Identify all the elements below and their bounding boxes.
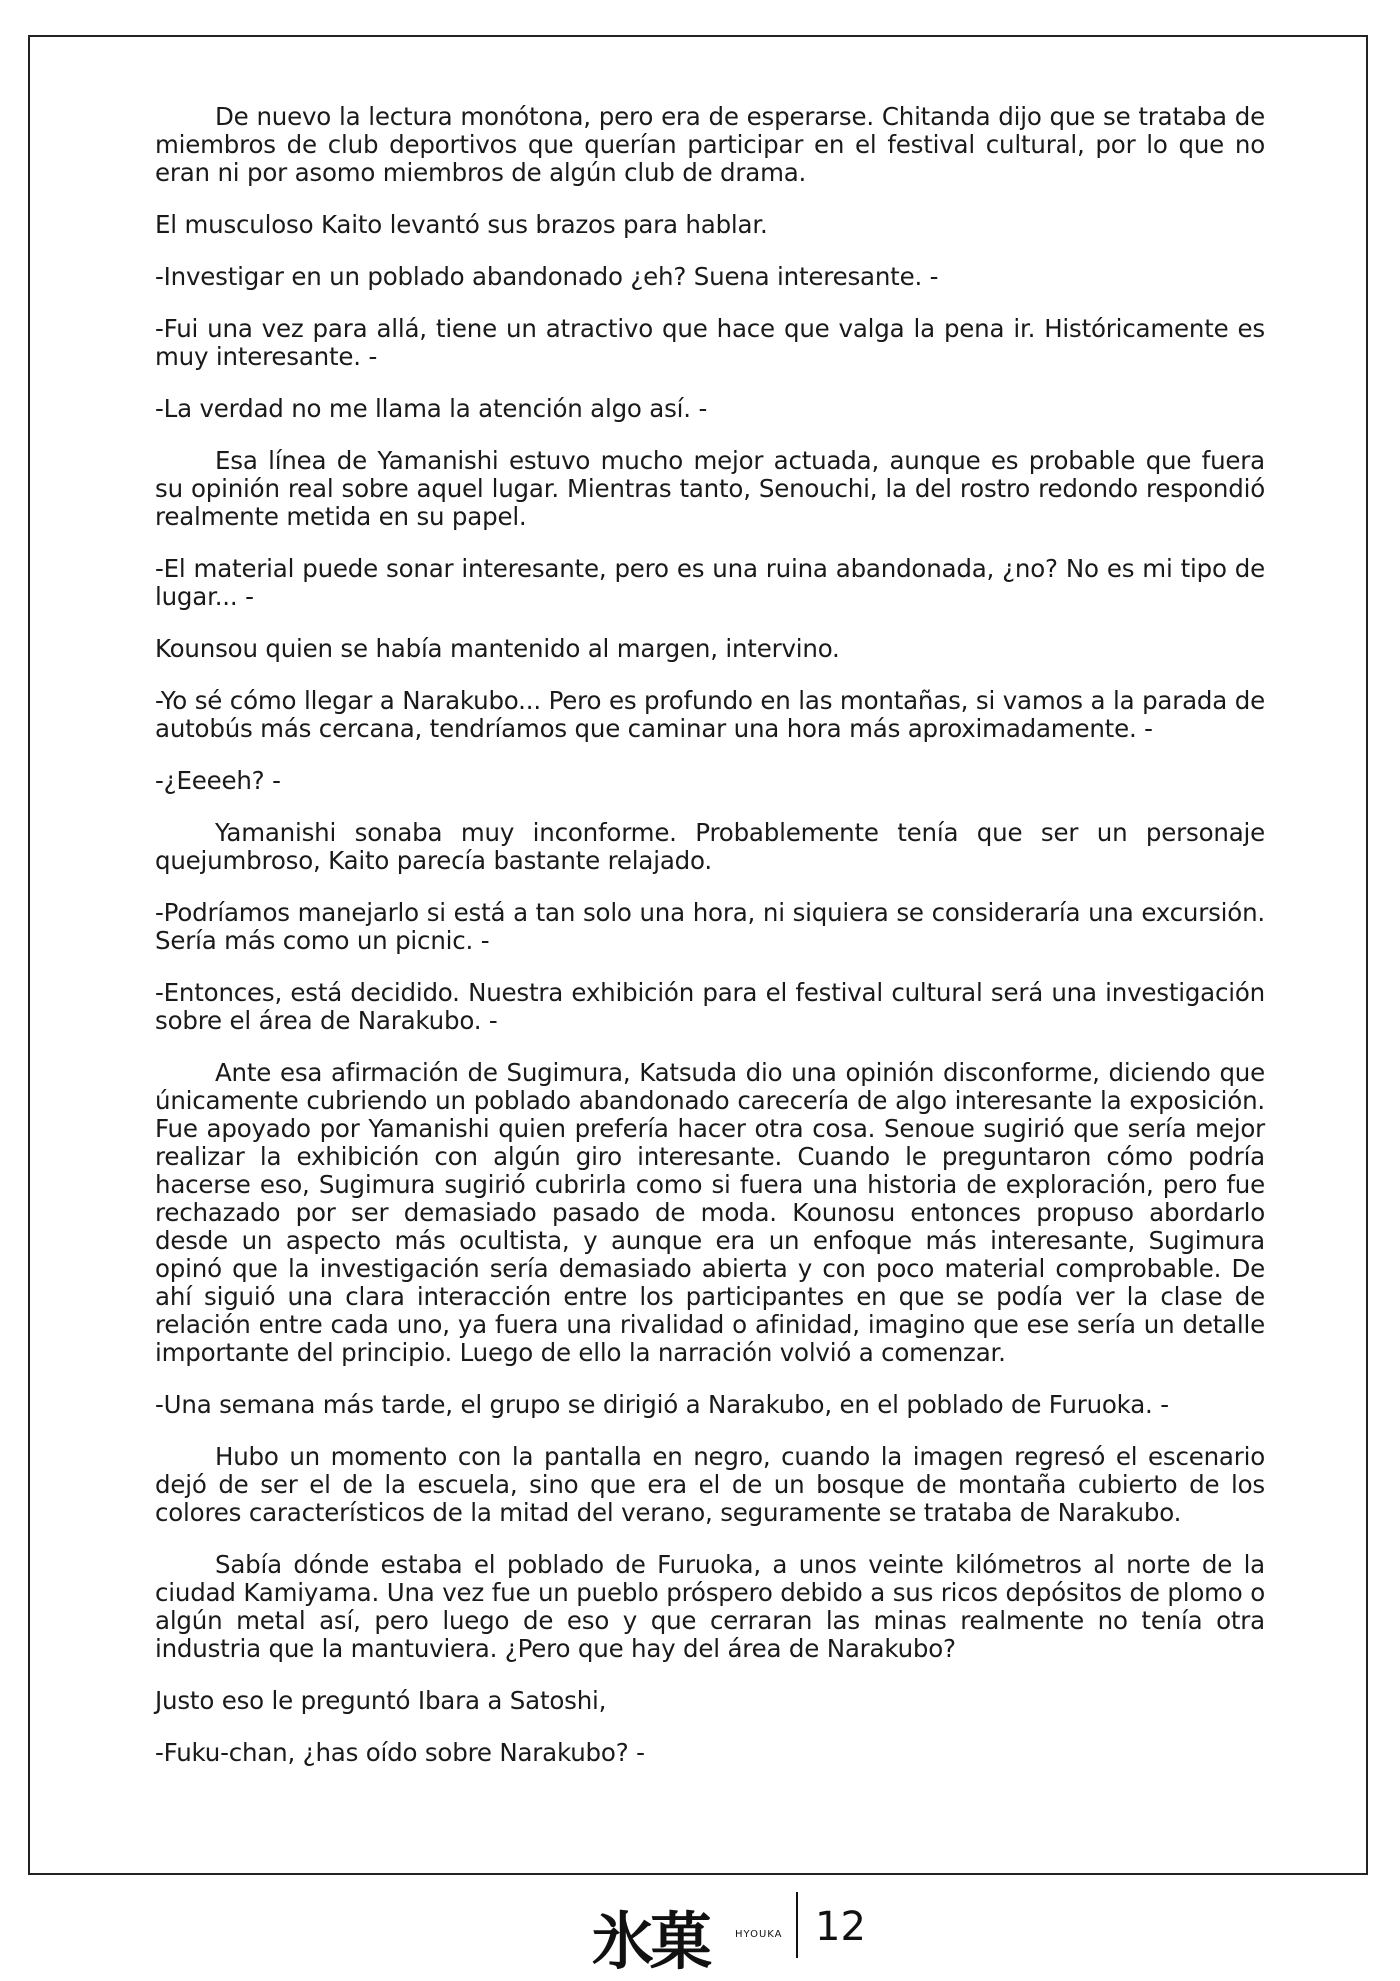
footer-divider	[796, 1892, 798, 1958]
paragraph: -Entonces, está decidido. Nuestra exhibición para el festival cultural será una investigación sobre el área de Narakubo. -	[155, 978, 1265, 1035]
paragraph: Justo eso le preguntó Ibara a Satoshi,	[155, 1686, 607, 1715]
paragraph: -Una semana más tarde, el grupo se dirigió a Narakubo, en el poblado de Furuoka. -	[155, 1390, 1169, 1419]
paragraph: -Fui una vez para allá, tiene un atractivo que hace que valga la pena ir. Históricamente es muy interesante. -	[155, 314, 1265, 371]
hyouka-logo: 氷菓	[592, 1905, 709, 1978]
paragraph: -Fuku-chan, ¿has oído sobre Narakubo? -	[155, 1738, 645, 1767]
paragraph: Sabía dónde estaba el poblado de Furuoka, a unos veinte kilómetros al norte de la ciudad Kamiyama. Una vez fue un pueblo próspero debido a sus ricos depósitos de plomo o algún metal así, pero luego de eso y que cerraran las minas realmente no tenía otra industria que la mantuviera. ¿Pero que hay del área de Narakubo?	[155, 1550, 1265, 1663]
page-text-body	[155, 103, 1265, 1791]
paragraph: Yamanishi sonaba muy inconforme. Probablemente tenía que ser un personaje quejumbroso, Kaito parecía bastante relajado.	[155, 818, 1265, 875]
paragraph: -Podríamos manejarlo si está a tan solo una hora, ni siquiera se consideraría una excursión. Sería más como un picnic. -	[155, 898, 1265, 955]
page-number: 12	[815, 1904, 866, 1950]
paragraph: El musculoso Kaito levantó sus brazos para hablar.	[155, 210, 768, 239]
page-frame	[28, 35, 1368, 1875]
paragraph: Hubo un momento con la pantalla en negro, cuando la imagen regresó el escenario dejó de ser el de la escuela, sino que era el de un bosque de montaña cubierto de los colores característicos de la mitad del verano, seguramente se trataba de Narakubo.	[155, 1442, 1265, 1527]
page-footer	[0, 1880, 1400, 1978]
paragraph: -¿Eeeeh? -	[155, 766, 281, 795]
paragraph: -La verdad no me llama la atención algo así. -	[155, 394, 708, 423]
paragraph: -El material puede sonar interesante, pero es una ruina abandonada, ¿no? No es mi tipo de lugar... -	[155, 554, 1265, 611]
paragraph: -Yo sé cómo llegar a Narakubo... Pero es profundo en las montañas, si vamos a la parada de autobús más cercana, tendríamos que caminar una hora más aproximadamente. -	[155, 686, 1265, 743]
hyouka-logo-subtext: HYOUKA	[735, 1929, 783, 1940]
paragraph: De nuevo la lectura monótona, pero era de esperarse. Chitanda dijo que se trataba de miembros de club deportivos que querían participar en el festival cultural, por lo que no eran ni por asomo miembros de algún club de drama.	[155, 102, 1265, 187]
paragraph: Esa línea de Yamanishi estuvo mucho mejor actuada, aunque es probable que fuera su opinión real sobre aquel lugar. Mientras tanto, Senouchi, la del rostro redondo respondió realmente metida en su papel.	[155, 446, 1265, 531]
paragraph: Ante esa afirmación de Sugimura, Katsuda dio una opinión disconforme, diciendo que únicamente cubriendo un poblado abandonado carecería de algo interesante la exposición. Fue apoyado por Yamanishi quien prefería hacer otra cosa. Senoue sugirió que sería mejor realizar la exhibición con algún giro interesante. Cuando le preguntaron cómo podría hacerse eso, Sugimura sugirió cubrirla como si fuera una historia de exploración, pero fue rechazado por ser demasiado pasado de moda. Kounosu entonces propuso abordarlo desde un aspecto más ocultista, y aunque era un enfoque más interesante, Sugimura opinó que la investigación sería demasiado abierta y con poco material comprobable. De ahí siguió una clara interacción entre los participantes en que se podía ver la clase de relación entre cada uno, ya fuera una rivalidad o afinidad, imagino que ese sería un detalle importante del principio. Luego de ello la narración volvió a comenzar.	[155, 1058, 1265, 1367]
paragraph: -Investigar en un poblado abandonado ¿eh? Suena interesante. -	[155, 262, 939, 291]
paragraph: Kounsou quien se había mantenido al margen, intervino.	[155, 634, 840, 663]
